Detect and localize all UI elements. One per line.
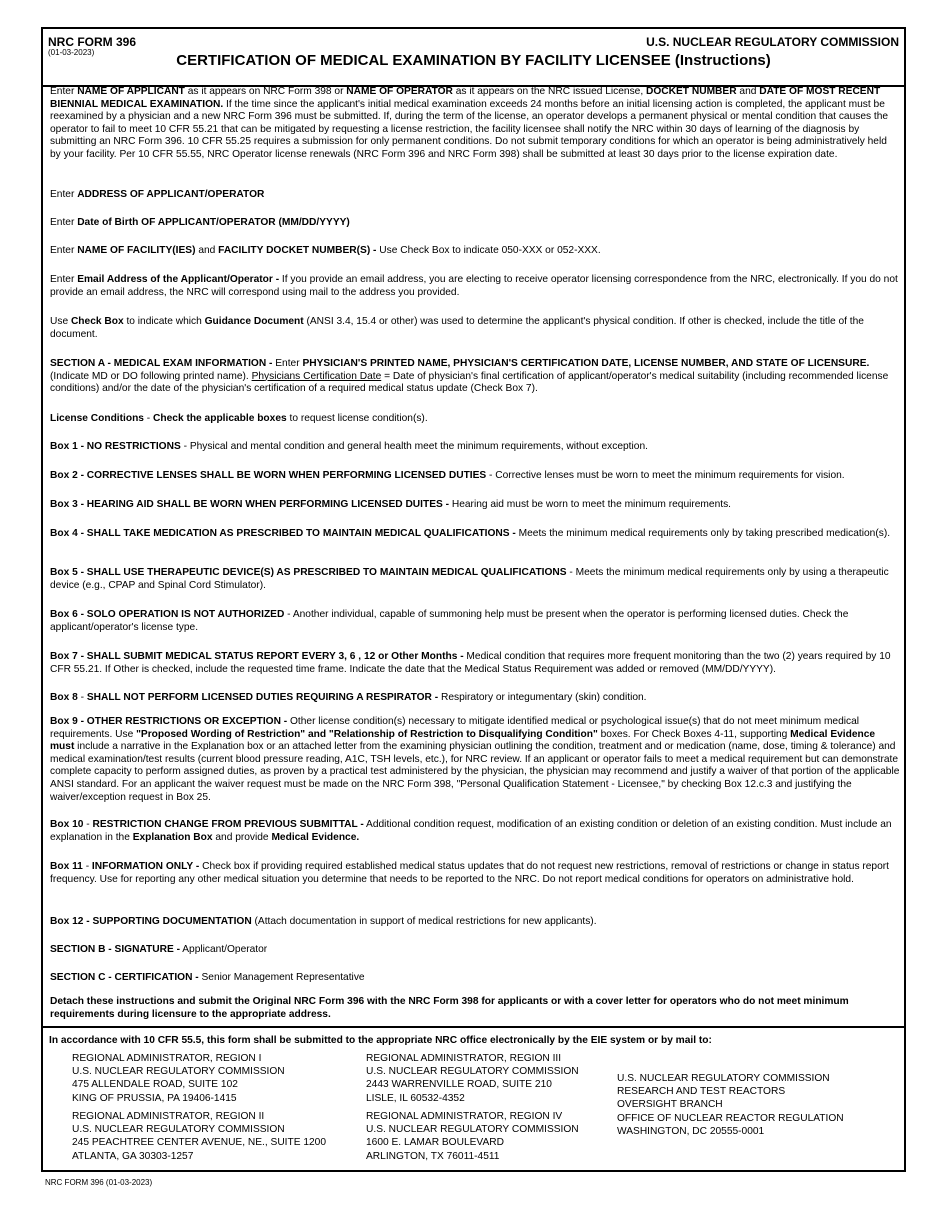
agency-name: U.S. NUCLEAR REGULATORY COMMISSION <box>646 35 899 49</box>
footer-form-id: NRC FORM 396 (01-03-2023) <box>45 1178 153 1187</box>
instruction-license-conditions: License Conditions - Check the applicable boxes to request license condition(s). <box>50 413 428 424</box>
instruction-detach: Detach these instructions and submit the Original NRC Form 396 with the NRC Form 398 for applicants or with a cover letter for operators who do not meet minimum requirements during licensure to the appropriate address. <box>50 996 849 1020</box>
instruction-section-a: SECTION A - MEDICAL EXAM INFORMATION - Enter PHYSICIAN'S PRINTED NAME, PHYSICIAN'S CERTIFICATION DATE, LICENSE NUMBER, AND STATE OF LICENSURE. (Indicate MD or DO following printed name). Physicians Certification Date = Date of physician's final certification of applicant/operator's medical suitability (including recommended license conditions) and/or the date of the physician's certification of a required medical status update (Check Box 7). <box>50 358 889 395</box>
instruction-box-7: Box 7 - SHALL SUBMIT MEDICAL STATUS REPORT EVERY 3, 6 , 12 or Other Months - Medical condition that requires more frequent monitoring than the two (2) years required by 10 CFR 55.21. If Other is checked, include the requested time frame. Indicate the date that the Medical Status Requirement was added or removed (MM/DD/YYYY). <box>50 651 891 675</box>
instruction-section-b: SECTION B - SIGNATURE - Applicant/Operator <box>50 944 268 955</box>
instruction-box-10: Box 10 - RESTRICTION CHANGE FROM PREVIOUS SUBMITTAL - Additional condition request, modification of an existing condition or deletion of an existing condition. Must include an explanation in the Explanation Box and provide Medical Evidence. <box>50 819 892 843</box>
form-number: NRC FORM 396 <box>48 35 137 49</box>
instruction-box-1: Box 1 - NO RESTRICTIONS - Physical and mental condition and general health meet the minimum requirements, without exception. <box>50 441 648 452</box>
instruction-box-8: Box 8 - SHALL NOT PERFORM LICENSED DUTIES REQUIRING A RESPIRATOR - Respiratory or integumentary (skin) condition. <box>50 692 647 703</box>
instruction-box-3: Box 3 - HEARING AID SHALL BE WORN WHEN PERFORMING LICENSED DUITES - Hearing aid must be worn to meet the minimum requirements. <box>50 499 732 510</box>
instruction-box-12: Box 12 - SUPPORTING DOCUMENTATION (Attach documentation in support of medical restrictions for new applicants). <box>50 916 597 927</box>
submission-note: In accordance with 10 CFR 55.5, this form shall be submitted to the appropriate NRC office electronically by the EIE system or by mail to: <box>49 1035 712 1046</box>
instruction-facility: Enter NAME OF FACILITY(IES) and FACILITY DOCKET NUMBER(S) - Use Check Box to indicate 050-XXX or 052-XXX. <box>50 245 601 256</box>
instruction-dob: Enter Date of Birth OF APPLICANT/OPERATOR (MM/DD/YYYY) <box>50 217 350 228</box>
instruction-box-11: Box 11 - INFORMATION ONLY - Check box if providing required established medical status updates that do not request new restrictions, removal of restrictions or change in status report frequency. Use for reporting any other medical situation you determine that needs to be reported to the NRC. Do not report medical conditions for operators on administrative hold. <box>50 861 889 885</box>
address-region-3: REGIONAL ADMINISTRATOR, REGION III U.S. NUCLEAR REGULATORY COMMISSION 2443 WARRENVILLE ROAD, SUITE 210 LISLE, IL 60532-4352 <box>366 1053 579 1104</box>
address-region-1: REGIONAL ADMINISTRATOR, REGION I U.S. NUCLEAR REGULATORY COMMISSION 475 ALLENDALE ROAD, SUITE 102 KING OF PRUSSIA, PA 19406-1415 <box>72 1053 285 1104</box>
instruction-email: Enter Email Address of the Applicant/Operator - If you provide an email address, you are electing to receive operator licensing correspondence from the NRC, electronically. If you do not provide an email address, the NRC will correspond using mail to the address you provided. <box>50 274 898 298</box>
instruction-box-4: Box 4 - SHALL TAKE MEDICATION AS PRESCRIBED TO MAINTAIN MEDICAL QUALIFICATIONS - Meets the minimum medical requirements only by taking prescribed medication(s). <box>50 528 891 539</box>
instruction-address: Enter ADDRESS OF APPLICANT/OPERATOR <box>50 189 265 200</box>
mailing-addresses <box>43 1026 904 1172</box>
address-research-test-reactors: U.S. NUCLEAR REGULATORY COMMISSION RESEARCH AND TEST REACTORS OVERSIGHT BRANCH OFFICE OF NUCLEAR REACTOR REGULATION WASHINGTON, DC 20555-0001 <box>617 1073 844 1137</box>
address-region-4: REGIONAL ADMINISTRATOR, REGION IV U.S. NUCLEAR REGULATORY COMMISSION 1600 E. LAMAR BOULEVARD ARLINGTON, TX 76011-4511 <box>366 1111 579 1162</box>
instruction-box-2: Box 2 - CORRECTIVE LENSES SHALL BE WORN WHEN PERFORMING LICENSED DUTIES - Corrective lenses must be worn to meet the minimum requirements for vision. <box>50 470 845 481</box>
instruction-box-5: Box 5 - SHALL USE THERAPEUTIC DEVICE(S) AS PRESCRIBED TO MAINTAIN MEDICAL QUALIFICATIONS - Meets the minimum medical requirements only by using a therapeutic device (e.g., CPAP and Spinal Cord Stimulator). <box>50 567 889 591</box>
form-page <box>41 27 906 1172</box>
form-revision-date: (01-03-2023) <box>48 48 95 57</box>
instruction-guidance: Use Check Box to indicate which Guidance Document (ANSI 3.4, 15.4 or other) was used to determine the applicant's physical condition. If other is checked, include the title of the document. <box>50 316 864 340</box>
instruction-applicant-name: Enter NAME OF APPLICANT as it appears on NRC Form 398 or NAME OF OPERATOR as it appears on the NRC issued License, DOCKET NUMBER and DATE OF MOST RECENT BIENNIAL MEDICAL EXAMINATION. If the time since the applicant's initial medical examination exceeds 24 months before an initial licensing action is completed, the applicant must be reexamined by a physician and a new NRC Form 396 must be submitted. If, during the term of the license, an operator develops a permanent physical or mental condition that causes the operator to fail to meet 10 CFR 55.21 that can be mitigated by requesting a license restriction, the facility licensee shall notify the NRC within 30 days of learning of the diagnosis by submitting an NRC Form 396. 10 CFR 55.25 requires a submission for only permanent conditions. Do not submit temporary conditions for which an operator is being administratively held by your facility. Per 10 CFR 55.55, NRC Operator license renewals (NRC Form 396 and NRC Form 398) shall be submitted at least 30 days prior to the license expiration date. <box>50 86 889 160</box>
form-header <box>43 29 904 87</box>
address-region-2: REGIONAL ADMINISTRATOR, REGION II U.S. NUCLEAR REGULATORY COMMISSION 245 PEACHTREE CENTER AVENUE, NE., SUITE 1200 ATLANTA, GA 30303-1257 <box>72 1111 327 1162</box>
instruction-box-9: Box 9 - OTHER RESTRICTIONS OR EXCEPTION - Other license condition(s) necessary to mitigate identified medical or psychological issue(s) that do not meet minimum medical requirements. Use "Proposed Wording of Restriction" and "Relationship of Restriction to Disqualifying Condition" boxes. For Check Boxes 4-11, supporting Medical Evidence must include a narrative in the Explanation box or an attached letter from the examining physician outlining the condition, treatment and or medication (name, dose, timing & tolerance) and medical examination/test results (current blood pressure reading, A1C, TSH levels, etc.), for NRC review. If an applicant or operator fails to meet a medical requirement but can demonstrate complete capacity to perform assigned duties, as proven by a practical test administered by the physician, the physician may recommend and justify a waiver of that portion of the applicable ANSI standard. For an applicant the waiver request must be made on the NRC Form 398, "Personal Qualification Statement - Licensee," by checking Box 12.c.3 and justifying the waiver/exception request in Box 25. <box>50 716 900 803</box>
form-title: CERTIFICATION OF MEDICAL EXAMINATION BY FACILITY LICENSEE (Instructions) <box>176 52 771 69</box>
instruction-box-6: Box 6 - SOLO OPERATION IS NOT AUTHORIZED - Another individual, capable of summoning help must be present when the operator is performing licensed duties. Check the applicant/operator's license type. <box>50 609 849 633</box>
instruction-section-c: SECTION C - CERTIFICATION - Senior Management Representative <box>50 972 365 983</box>
